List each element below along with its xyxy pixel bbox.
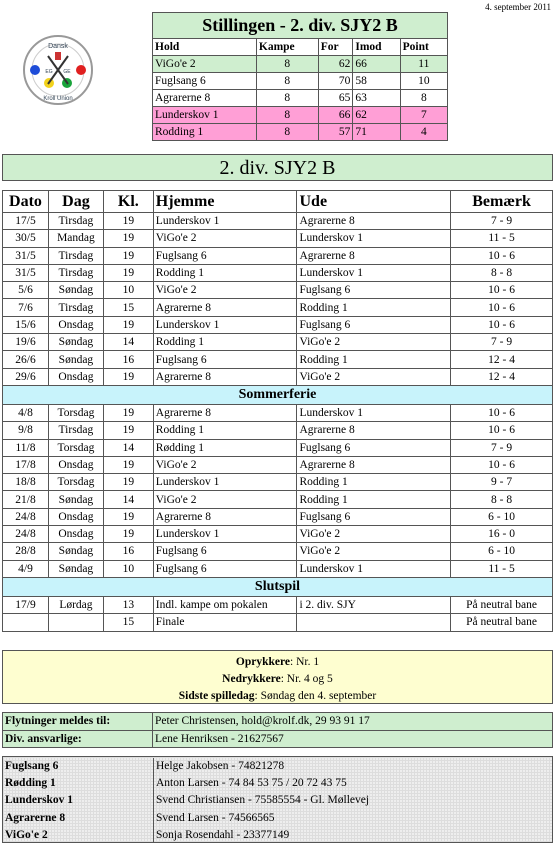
match-ude: Lunderskov 1: [297, 264, 451, 281]
match-bemaerk: 9 - 7: [451, 474, 553, 491]
standings-cell-team: ViGo'e 2: [153, 56, 257, 73]
match-hjemme: Lunderskov 1: [153, 526, 297, 543]
contact-value: Lene Henriksen - 21627567: [153, 730, 553, 748]
match-row: [3, 282, 553, 299]
match-dag: Onsdag: [48, 368, 103, 385]
match-dato: 26/6: [3, 351, 49, 368]
match-dag: Tirsdag: [48, 299, 103, 316]
col-header-dato: Dato: [3, 191, 49, 213]
match-ude: Rodding 1: [297, 351, 451, 368]
match-dato: 18/8: [3, 474, 49, 491]
match-dag: Søndag: [48, 282, 103, 299]
match-bemaerk: 10 - 6: [451, 422, 553, 439]
standings-title: Stillingen - 2. div. SJY2 B: [153, 13, 448, 39]
match-ude: Agrarerne 8: [297, 456, 451, 473]
team-contact: Helge Jakobsen - 74821278: [156, 760, 285, 772]
match-kl: 10: [103, 560, 153, 577]
match-bemaerk: 10 - 6: [451, 282, 553, 299]
match-kl: 19: [103, 368, 153, 385]
standings-cell-imod: 62: [353, 107, 400, 124]
promoted-label: Oprykkere: [235, 656, 290, 668]
match-ude: Lunderskov 1: [297, 560, 451, 577]
match-hjemme: Fuglsang 6: [153, 543, 297, 560]
match-dag: Torsdag: [48, 439, 103, 456]
col-header-bemaerk: Bemærk: [451, 191, 553, 213]
last-day-label: Sidste spilledag: [178, 690, 255, 702]
match-ude: Fuglsang 6: [297, 439, 451, 456]
match-bemaerk: 10 - 6: [451, 299, 553, 316]
match-ude: Fuglsang 6: [297, 316, 451, 333]
match-row: [3, 368, 553, 385]
standings-cell-imod: 58: [353, 73, 400, 90]
standings-cell-team: Lunderskov 1: [153, 107, 257, 124]
match-dag: Torsdag: [48, 474, 103, 491]
match-hjemme: Rodding 1: [153, 264, 297, 281]
match-bemaerk: 7 - 9: [451, 439, 553, 456]
match-hjemme: Rodding 1: [153, 334, 297, 351]
match-ude: Fuglsang 6: [297, 282, 451, 299]
match-kl: 14: [103, 334, 153, 351]
standings-cell-imod: 66: [353, 56, 400, 73]
standings-header: Point: [400, 39, 447, 56]
standings-header: Imod: [353, 39, 400, 56]
svg-text:Kroll Union: Kroll Union: [43, 96, 73, 102]
col-header-kl: Kl.: [103, 191, 153, 213]
match-row: [3, 508, 553, 525]
match-ude: ViGo'e 2: [297, 543, 451, 560]
match-kl: 19: [103, 456, 153, 473]
match-dato: 30/5: [3, 230, 49, 247]
match-hjemme: Fuglsang 6: [153, 351, 297, 368]
match-dato: 31/5: [3, 247, 49, 264]
match-dag: [48, 614, 103, 631]
match-row: [3, 351, 553, 368]
team-contact: Svend Larsen - 74566565: [156, 811, 275, 824]
standings-table: [152, 12, 448, 141]
match-bemaerk: 7 - 9: [451, 213, 553, 230]
svg-text:Dansk: Dansk: [48, 43, 68, 50]
match-hjemme: Agrarerne 8: [153, 508, 297, 525]
match-kl: 19: [103, 474, 153, 491]
standings-cell-point: 11: [400, 56, 447, 73]
match-hjemme: Lunderskov 1: [153, 316, 297, 333]
match-kl: 19: [103, 404, 153, 421]
match-kl: 19: [103, 213, 153, 230]
relegated-label: Nedrykkere: [222, 673, 281, 685]
standings-cell-point: 8: [400, 90, 447, 107]
match-ude: Rodding 1: [297, 474, 451, 491]
match-dag: Torsdag: [48, 404, 103, 421]
standings-cell-point: 7: [400, 107, 447, 124]
standings-cell-kampe: 8: [256, 107, 318, 124]
match-dag: Søndag: [48, 351, 103, 368]
match-bemaerk: 11 - 5: [451, 560, 553, 577]
match-hjemme: ViGo'e 2: [153, 491, 297, 508]
match-dag: Søndag: [48, 491, 103, 508]
match-kl: 16: [103, 543, 153, 560]
match-bemaerk: 10 - 6: [451, 404, 553, 421]
match-kl: 19: [103, 526, 153, 543]
match-ude: Fuglsang 6: [297, 508, 451, 525]
standings-header: Hold: [153, 39, 257, 56]
match-dato: 21/8: [3, 491, 49, 508]
standings-row: [153, 56, 448, 73]
match-dato: 4/8: [3, 404, 49, 421]
standings-cell-for: 66: [318, 107, 353, 124]
match-dag: Onsdag: [48, 508, 103, 525]
match-hjemme: Finale: [153, 614, 297, 631]
match-kl: 19: [103, 247, 153, 264]
standings-cell-kampe: 8: [256, 56, 318, 73]
svg-text:GE: GE: [63, 69, 71, 75]
match-dato: 15/6: [3, 316, 49, 333]
match-ude: [297, 614, 451, 631]
match-bemaerk: 8 - 8: [451, 264, 553, 281]
match-kl: 19: [103, 316, 153, 333]
match-bemaerk: På neutral bane: [451, 614, 553, 631]
match-dato: 11/8: [3, 439, 49, 456]
match-bemaerk: 7 - 9: [451, 334, 553, 351]
match-kl: 19: [103, 508, 153, 525]
match-kl: 13: [103, 596, 153, 613]
standings-cell-team: Fuglsang 6: [153, 73, 257, 90]
match-row: [3, 526, 553, 543]
match-row: [3, 404, 553, 421]
standings-row: [153, 90, 448, 107]
match-dag: Mandag: [48, 230, 103, 247]
match-ude: Rodding 1: [297, 491, 451, 508]
team-name: Fuglsang 6: [5, 760, 59, 772]
standings-row: [153, 124, 448, 141]
match-dag: Lørdag: [48, 596, 103, 613]
team-contact: Sonja Rosendahl - 23377149: [156, 828, 290, 841]
match-ude: Lunderskov 1: [297, 230, 451, 247]
relegated-value: : Nr. 4 og 5: [280, 673, 333, 685]
match-bemaerk: 10 - 6: [451, 247, 553, 264]
match-kl: 19: [103, 264, 153, 281]
match-row: [3, 596, 553, 613]
document-date: 4. september 2011: [485, 2, 551, 12]
match-bemaerk: På neutral bane: [451, 596, 553, 613]
schedule-table: [2, 190, 553, 632]
match-row: [3, 456, 553, 473]
match-dag: Onsdag: [48, 526, 103, 543]
match-kl: 14: [103, 491, 153, 508]
standings-row: [153, 107, 448, 124]
match-dag: Søndag: [48, 334, 103, 351]
section-summer: Sommerferie: [3, 385, 553, 404]
match-ude: ViGo'e 2: [297, 368, 451, 385]
col-header-ude: Ude: [297, 191, 451, 213]
match-dato: [3, 614, 49, 631]
match-ude: Agrarerne 8: [297, 247, 451, 264]
match-dag: Tirsdag: [48, 422, 103, 439]
standings-cell-point: 4: [400, 124, 447, 141]
match-dato: 17/5: [3, 213, 49, 230]
match-row: [3, 213, 553, 230]
match-hjemme: Fuglsang 6: [153, 560, 297, 577]
team-name: ViGo'e 2: [5, 828, 48, 841]
match-row: [3, 247, 553, 264]
match-hjemme: Fuglsang 6: [153, 247, 297, 264]
match-row: [3, 614, 553, 631]
match-hjemme: Agrarerne 8: [153, 404, 297, 421]
standings-cell-for: 57: [318, 124, 353, 141]
standings-cell-kampe: 8: [256, 124, 318, 141]
standings-header: Kampe: [256, 39, 318, 56]
match-dag: Tirsdag: [48, 247, 103, 264]
match-dato: 17/8: [3, 456, 49, 473]
match-hjemme: Lunderskov 1: [153, 213, 297, 230]
standings-cell-point: 10: [400, 73, 447, 90]
match-kl: 19: [103, 230, 153, 247]
standings-cell-kampe: 8: [256, 90, 318, 107]
match-ude: Agrarerne 8: [297, 213, 451, 230]
match-dato: 19/6: [3, 334, 49, 351]
match-ude: Rodding 1: [297, 299, 451, 316]
match-dato: 29/6: [3, 368, 49, 385]
match-row: [3, 230, 553, 247]
match-row: [3, 543, 553, 560]
match-ude: Agrarerne 8: [297, 422, 451, 439]
standings-cell-team: Agrarerne 8: [153, 90, 257, 107]
match-bemaerk: 6 - 10: [451, 508, 553, 525]
team-contact: Anton Larsen - 74 84 53 75 / 20 72 43 75: [156, 777, 347, 790]
match-hjemme: Lunderskov 1: [153, 474, 297, 491]
match-bemaerk: 10 - 6: [451, 456, 553, 473]
match-dag: Søndag: [48, 560, 103, 577]
contact-label: Flytninger meldes til:: [3, 713, 153, 731]
standings-cell-imod: 63: [353, 90, 400, 107]
team-name: Agrarerne 8: [5, 811, 66, 824]
contact-value: Peter Christensen, hold@krolf.dk, 29 93 91 17: [153, 713, 553, 731]
match-dato: 17/9: [3, 596, 49, 613]
match-dato: 7/6: [3, 299, 49, 316]
match-dato: 28/8: [3, 543, 49, 560]
match-dag: Tirsdag: [48, 264, 103, 281]
match-ude: Lunderskov 1: [297, 404, 451, 421]
standings-cell-for: 70: [318, 73, 353, 90]
match-row: [3, 264, 553, 281]
svg-text:EG: EG: [45, 69, 53, 75]
team-contacts: [2, 756, 553, 843]
match-hjemme: Rodding 1: [153, 422, 297, 439]
standings-cell-imod: 71: [353, 124, 400, 141]
contact-label: Div. ansvarlige:: [3, 730, 153, 748]
match-ude: ViGo'e 2: [297, 526, 451, 543]
match-hjemme: ViGo'e 2: [153, 282, 297, 299]
match-hjemme: Agrarerne 8: [153, 299, 297, 316]
match-row: [3, 474, 553, 491]
match-dag: Onsdag: [48, 316, 103, 333]
match-row: [3, 334, 553, 351]
last-day-value: : Søndag den 4. september: [254, 690, 377, 702]
match-kl: 14: [103, 439, 153, 456]
match-row: [3, 491, 553, 508]
match-dato: 9/8: [3, 422, 49, 439]
match-hjemme: Indl. kampe om pokalen: [153, 596, 297, 613]
match-dato: 5/6: [3, 282, 49, 299]
standings-cell-for: 62: [318, 56, 353, 73]
match-dato: 4/9: [3, 560, 49, 577]
match-dato: 24/8: [3, 508, 49, 525]
standings-header: For: [318, 39, 353, 56]
match-hjemme: ViGo'e 2: [153, 230, 297, 247]
match-row: [3, 560, 553, 577]
team-contact: Svend Christiansen - 75585554 - Gl. Møllevej: [156, 794, 370, 807]
club-logo: [22, 34, 94, 106]
match-row: [3, 299, 553, 316]
match-hjemme: ViGo'e 2: [153, 456, 297, 473]
standings-cell-team: Rodding 1: [153, 124, 257, 141]
standings-cell-for: 65: [318, 90, 353, 107]
match-dato: 24/8: [3, 526, 49, 543]
match-hjemme: Agrarerne 8: [153, 368, 297, 385]
contact-table: [2, 712, 553, 748]
info-box: [2, 650, 553, 704]
match-bemaerk: 6 - 10: [451, 543, 553, 560]
match-bemaerk: 12 - 4: [451, 351, 553, 368]
match-row: [3, 439, 553, 456]
match-kl: 15: [103, 299, 153, 316]
match-bemaerk: 8 - 8: [451, 491, 553, 508]
team-name: Lunderskov 1: [5, 794, 74, 807]
match-dag: Tirsdag: [48, 213, 103, 230]
match-dag: Søndag: [48, 543, 103, 560]
match-dato: 31/5: [3, 264, 49, 281]
section-playoff: Slutspil: [3, 577, 553, 596]
match-kl: 16: [103, 351, 153, 368]
standings-cell-kampe: 8: [256, 73, 318, 90]
match-bemaerk: 11 - 5: [451, 230, 553, 247]
match-row: [3, 316, 553, 333]
match-bemaerk: 10 - 6: [451, 316, 553, 333]
col-header-dag: Dag: [48, 191, 103, 213]
match-kl: 19: [103, 422, 153, 439]
match-row: [3, 422, 553, 439]
promoted-value: : Nr. 1: [290, 656, 320, 668]
match-ude: i 2. div. SJY: [297, 596, 451, 613]
standings-row: [153, 73, 448, 90]
match-bemaerk: 16 - 0: [451, 526, 553, 543]
match-kl: 10: [103, 282, 153, 299]
match-ude: ViGo'e 2: [297, 334, 451, 351]
match-dag: Onsdag: [48, 456, 103, 473]
col-header-hjemme: Hjemme: [153, 191, 297, 213]
match-hjemme: Rødding 1: [153, 439, 297, 456]
team-name: Rødding 1: [5, 777, 56, 790]
division-title: 2. div. SJY2 B: [2, 154, 553, 181]
match-kl: 15: [103, 614, 153, 631]
match-bemaerk: 12 - 4: [451, 368, 553, 385]
